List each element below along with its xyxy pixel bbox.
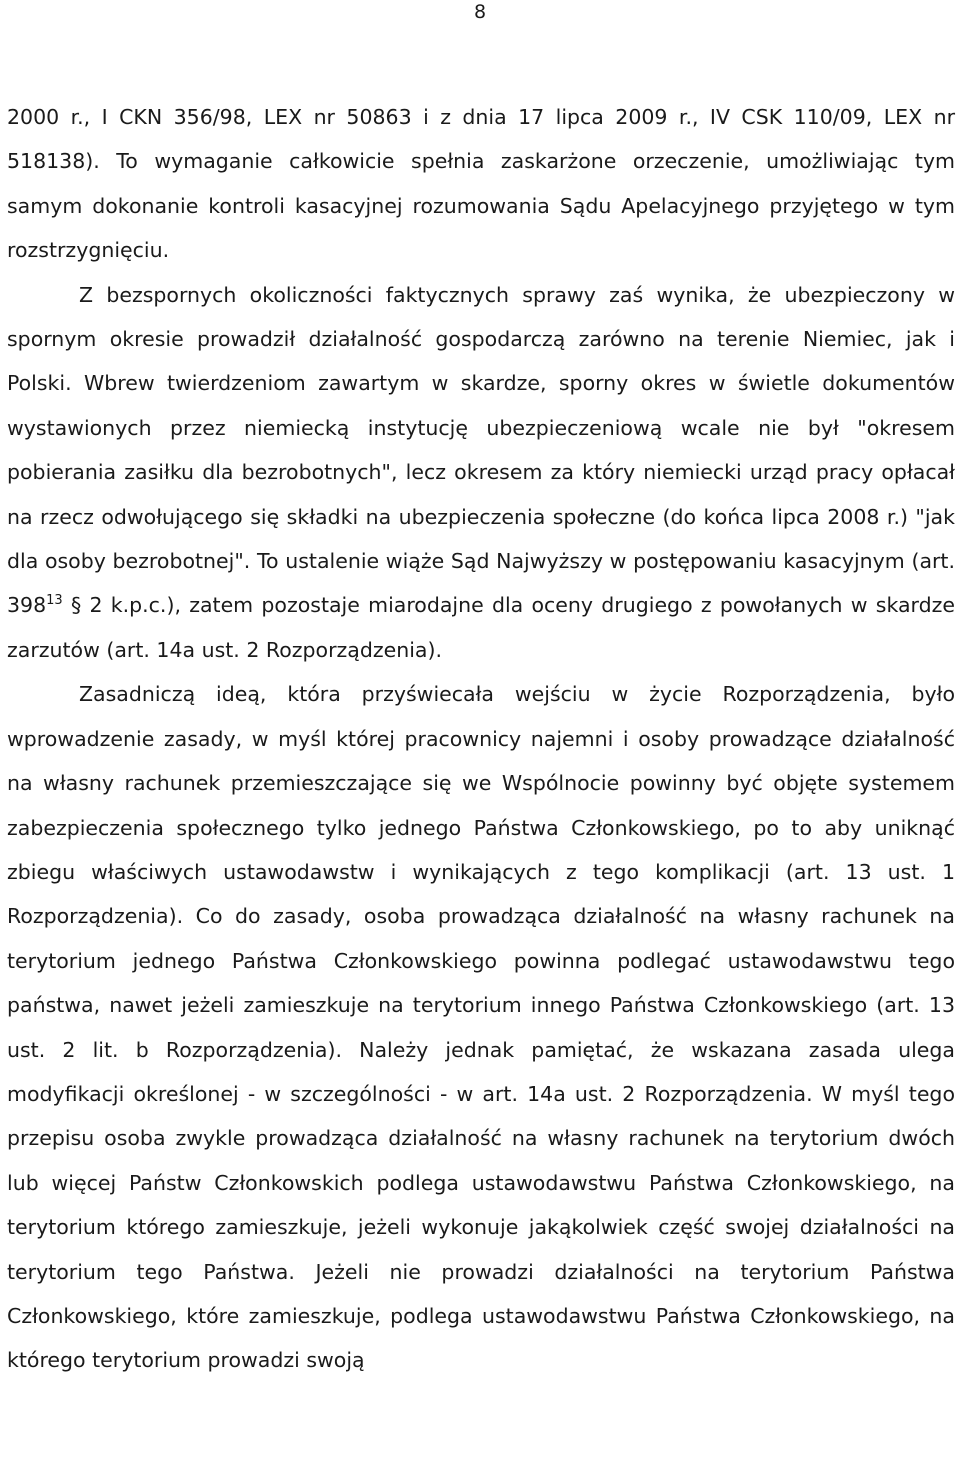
document-body	[7, 95, 955, 1383]
paragraph-text: 2000 r., I CKN 356/98, LEX nr 50863 i z dnia 17 lipca 2009 r., IV CSK 110/09, LEX nr 518138). To wymaganie całkowicie spełnia zaskarżone orzeczenie, umożliwiając tym samym dokonanie kontroli kasacyjnej rozumowania Sądu Apelacyjnego przyjętego w tym rozstrzygnięciu.	[7, 105, 955, 263]
article-superscript: 13	[46, 593, 63, 609]
paragraph-text: § 2 k.p.c.), zatem pozostaje miarodajne dla oceny drugiego z powołanych w skardze zarzutów (art. 14a ust. 2 Rozporządzenia).	[7, 593, 955, 662]
paragraph-2	[7, 273, 955, 673]
page-number: 8	[473, 1, 487, 23]
paragraph-1	[7, 95, 955, 273]
paragraph-text: Zasadniczą ideą, która przyświecała wejściu w życie Rozporządzenia, było wprowadzenie zasady, w myśl której pracownicy najemni i osoby prowadzące działalność na własny rachunek przemieszczające się we Wspólnocie powinny być objęte systemem zabezpieczenia społecznego tylko jednego Państwa Członkowskiego, po to aby uniknąć zbiegu właściwych ustawodawstw i wynikających z tego komplikacji (art. 13 ust. 1 Rozporządzenia). Co do zasady, osoba prowadząca działalność na własny rachunek na terytorium jednego Państwa Członkowskiego powinna podlegać ustawodawstwu tego państwa, nawet jeżeli zamieszkuje na terytorium innego Państwa Członkowskiego (art. 13 ust. 2 lit. b Rozporządzenia). Należy jednak pamiętać, że wskazana zasada ulega modyfikacji określonej - w szczególności - w art. 14a ust. 2 Rozporządzenia. W myśl tego przepisu osoba zwykle prowadząca działalność na własny rachunek na terytorium dwóch lub więcej Państw Członkowskich podlega ustawodawstwu Państwa Członkowskiego, na terytorium którego zamieszkuje, jeżeli wykonuje jakąkolwiek część swojej działalności na terytorium tego Państwa. Jeżeli nie prowadzi działalności na terytorium Państwa Członkowskiego, które zamieszkuje, podlega ustawodawstwu Państwa Członkowskiego, na którego terytorium prowadzi swoją	[7, 682, 955, 1373]
paragraph-text: Z bezspornych okoliczności faktycznych sprawy zaś wynika, że ubezpieczony w spornym okresie prowadził działalność gospodarczą zarówno na terenie Niemiec, jak i Polski. Wbrew twierdzeniom zawartym w skardze, sporny okres w świetle dokumentów wystawionych przez niemiecką instytucję ubezpieczeniową wcale nie był "okresem pobierania zasiłku dla bezrobotnych", lecz okresem za który niemiecki urząd pracy opłacał na rzecz odwołującego się składki na ubezpieczenia społeczne (do końca lipca 2008 r.) "jak dla osoby bezrobotnej". To ustalenie wiąże Sąd Najwyższy w postępowaniu kasacyjnym (art. 398	[7, 282, 955, 618]
paragraph-3	[7, 672, 955, 1383]
